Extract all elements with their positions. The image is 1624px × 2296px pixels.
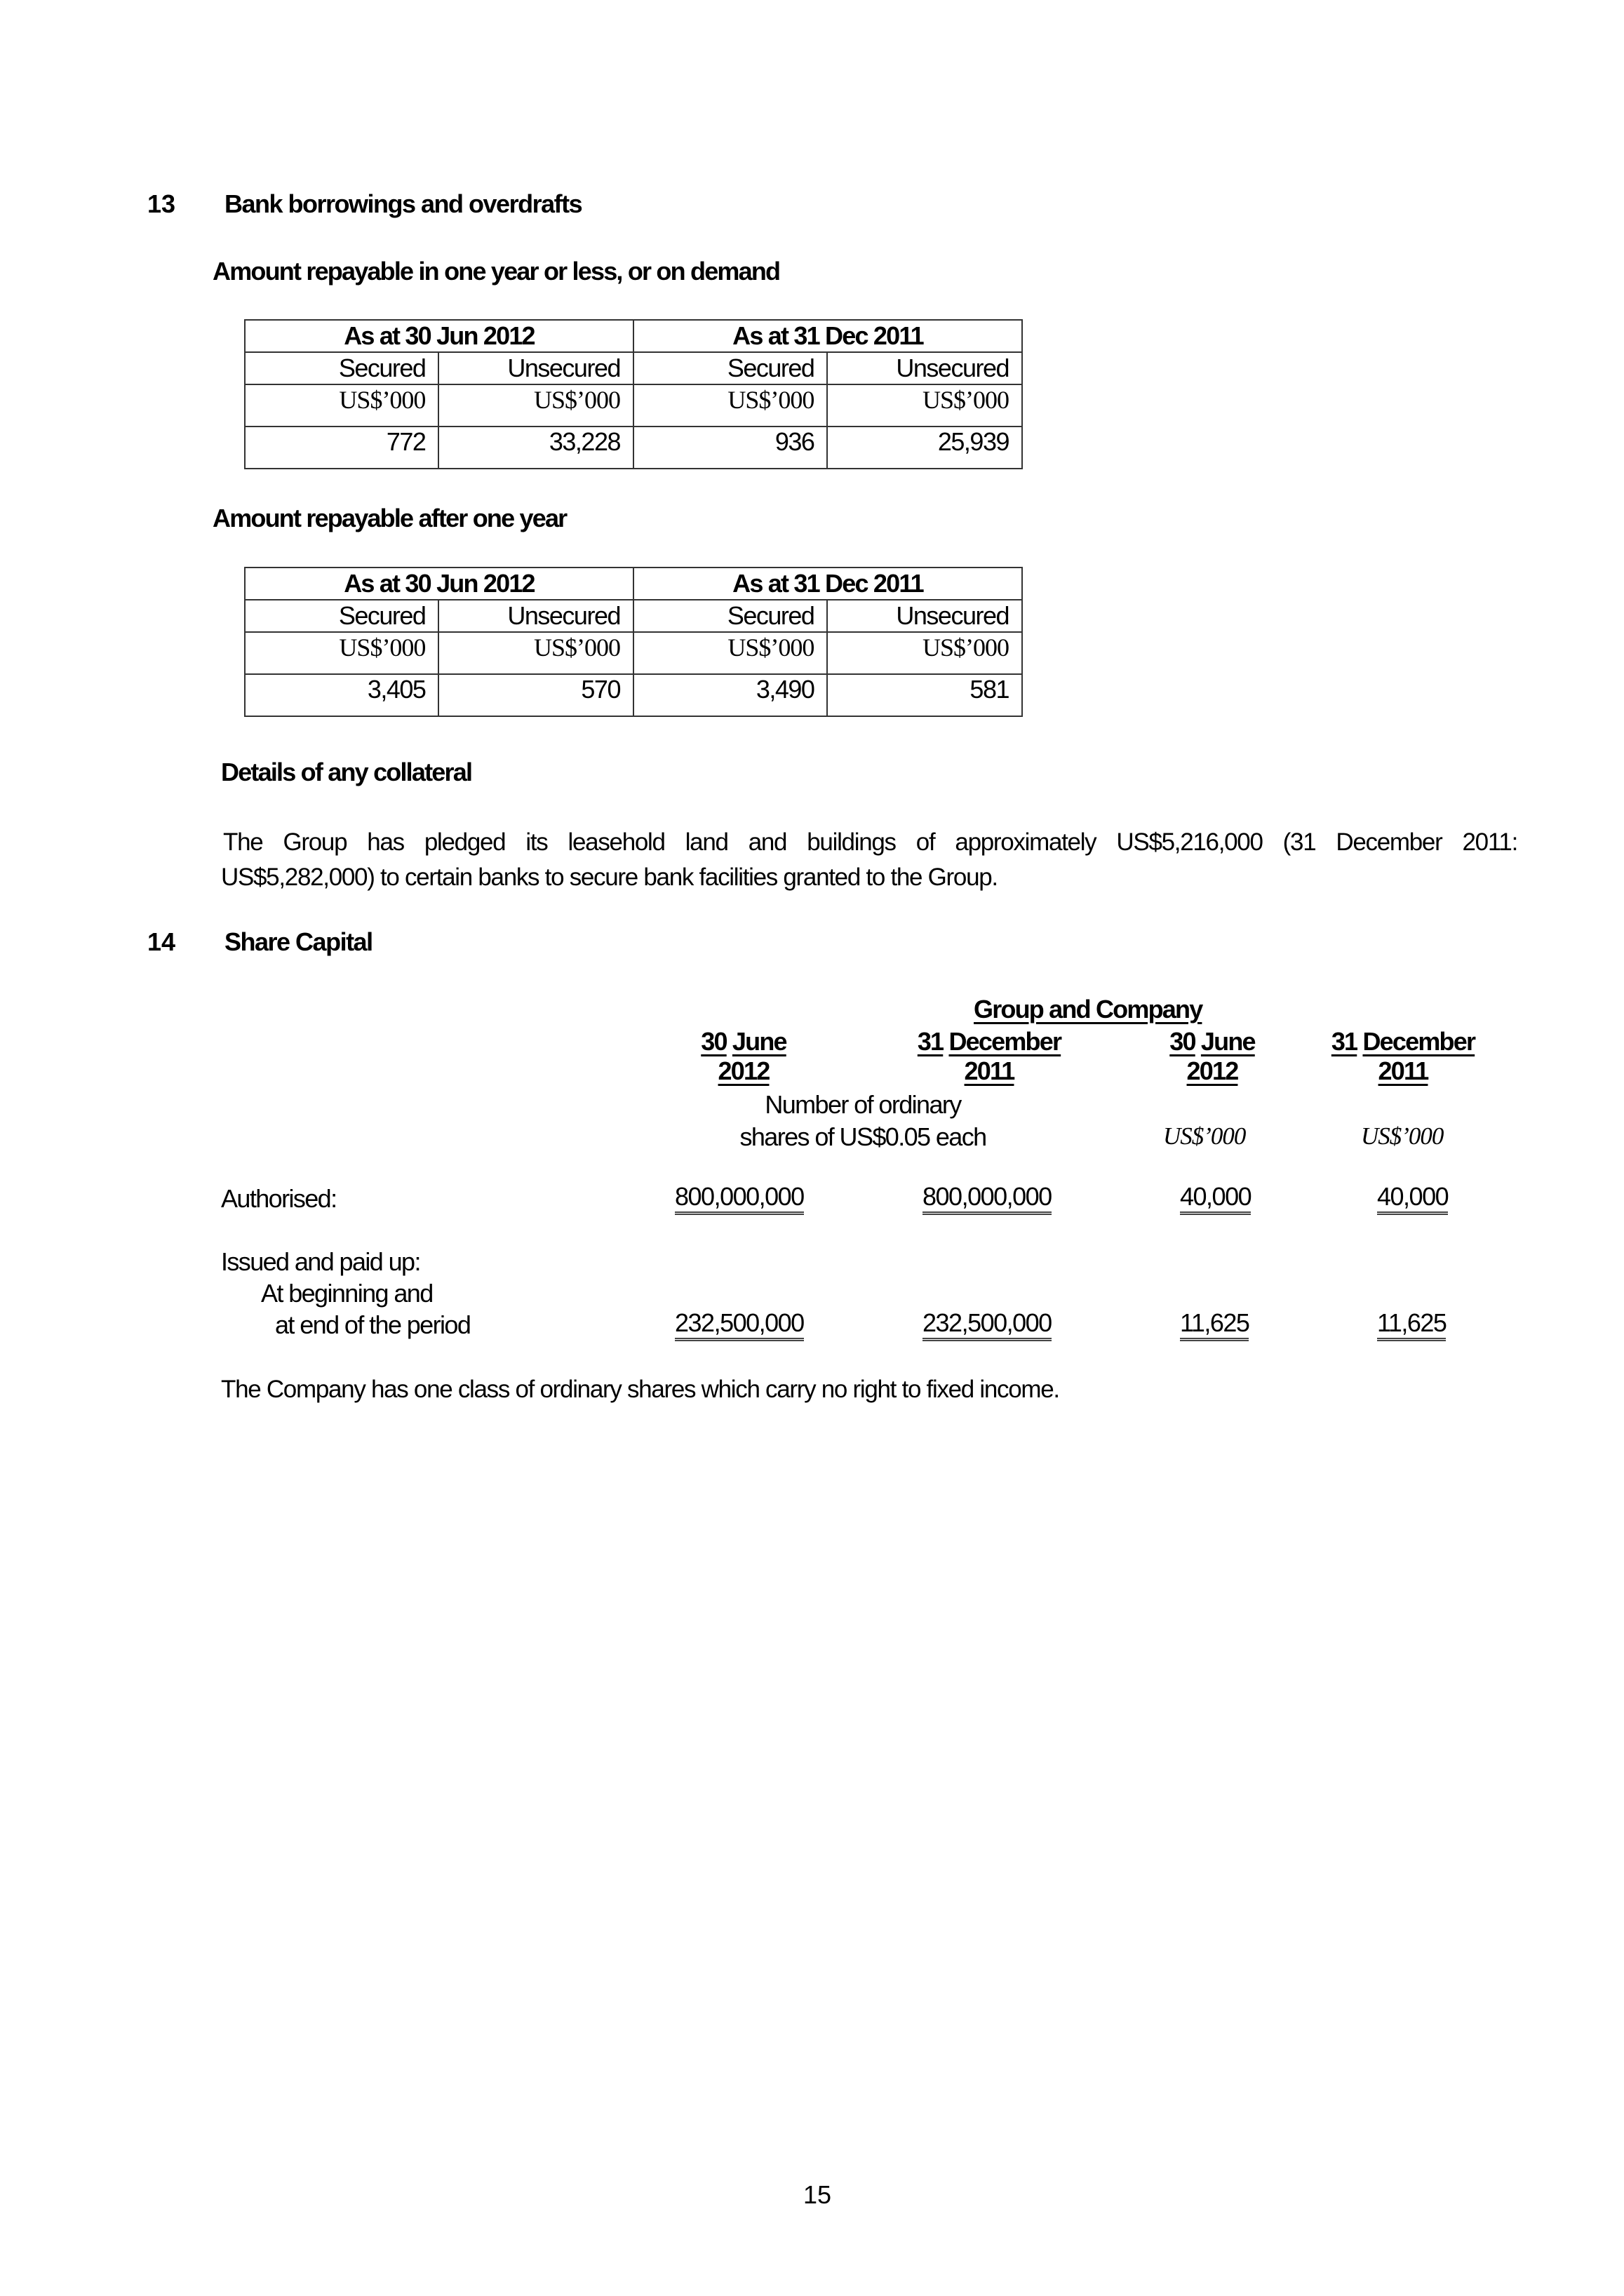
period-header: As at 31 Dec 2011 [633,320,1022,352]
value-cell: 800,000,000 [675,1183,804,1215]
value-cell: 232,500,000 [675,1309,804,1341]
column-header: Unsecured [827,600,1022,632]
issued-label-line2: At beginning and [261,1279,433,1308]
period-header: As at 30 Jun 2012 [245,568,633,600]
value-cell: 581 [827,674,1022,716]
section-14-number: 14 [147,927,176,956]
borrowings-after-one-year-table [244,567,1023,717]
column-year: 2011 [1378,1056,1428,1085]
borrowings-one-year-table [244,319,1023,469]
column-header: Unsecured [827,352,1022,384]
column-header: Secured [245,600,438,632]
value-cell: 3,405 [245,674,438,716]
column-header: Secured [633,600,827,632]
currency-label: US$’000 [633,384,827,427]
currency-label: US$’000 [245,632,438,674]
table-row [245,427,1022,469]
value-cell: 40,000 [1180,1183,1251,1215]
currency-label: US$’000 [245,384,438,427]
value-cell: 25,939 [827,427,1022,469]
section-14-title: Share Capital [224,927,373,956]
period-header: As at 30 Jun 2012 [245,320,633,352]
value-cell: 11,625 [1377,1309,1446,1341]
column-header: Secured [633,352,827,384]
authorised-label: Authorised: [221,1184,337,1213]
column-year: 2012 [718,1056,770,1085]
table-period-row [245,320,1022,352]
value-cell: 772 [245,427,438,469]
column-header: Unsecured [438,352,633,384]
value-cell: 33,228 [438,427,633,469]
column-month: June [732,1027,786,1056]
shares-label-line2: shares of US$0.05 each [739,1122,986,1151]
share-column-header [905,1027,1073,1086]
column-day: 30 [701,1027,727,1056]
share-capital-note: The Company has one class of ordinary shares which carry no right to fixed income. [221,1376,1059,1403]
value-cell: 11,625 [1180,1309,1249,1341]
column-header: Unsecured [438,600,633,632]
column-header: Secured [245,352,438,384]
share-column-header [1156,1027,1268,1086]
collateral-text-line2: US$5,282,000) to certain banks to secure bank facilities granted to the Group. [221,864,998,891]
collateral-text-line1: The Group has pledged its leasehold land and buildings of approximately US$5,216,000 (31 December 2011: [223,828,1517,856]
currency-label: US$’000 [1163,1122,1246,1150]
column-year: 2011 [964,1056,1014,1085]
currency-label: US$’000 [438,632,633,674]
table-currency-row [245,384,1022,427]
section-13-title: Bank borrowings and overdrafts [224,189,582,218]
table-row [245,674,1022,716]
value-cell: 40,000 [1377,1183,1448,1215]
column-day: 30 [1169,1027,1195,1056]
currency-label: US$’000 [827,632,1022,674]
value-cell: 800,000,000 [922,1183,1052,1215]
share-column-header [687,1027,800,1086]
column-day: 31 [917,1027,944,1056]
column-year: 2012 [1186,1056,1238,1085]
column-day: 31 [1331,1027,1357,1056]
period-header: As at 31 Dec 2011 [633,568,1022,600]
value-cell: 232,500,000 [922,1309,1052,1341]
issued-label: Issued and paid up: [221,1247,420,1276]
group-and-company-header: Group and Company [974,995,1202,1023]
value-cell: 936 [633,427,827,469]
currency-label: US$’000 [438,384,633,427]
value-cell: 570 [438,674,633,716]
column-month: December [1362,1027,1475,1056]
column-month: June [1200,1027,1255,1056]
table-column-row [245,600,1022,632]
one-year-heading: Amount repayable in one year or less, or on demand [213,257,780,286]
shares-label-line1: Number of ordinary [765,1090,961,1119]
share-column-header [1319,1027,1487,1086]
currency-label: US$’000 [633,632,827,674]
table-period-row [245,568,1022,600]
currency-label: US$’000 [1361,1122,1444,1150]
table-currency-row [245,632,1022,674]
currency-label: US$’000 [827,384,1022,427]
column-month: December [948,1027,1061,1056]
table-column-row [245,352,1022,384]
section-13-number: 13 [147,189,176,218]
value-cell: 3,490 [633,674,827,716]
collateral-heading: Details of any collateral [221,758,472,786]
issued-label-line3: at end of the period [275,1310,471,1339]
shares-label [673,1089,1052,1153]
after-one-year-heading: Amount repayable after one year [213,504,567,532]
page-number: 15 [803,2180,832,2209]
